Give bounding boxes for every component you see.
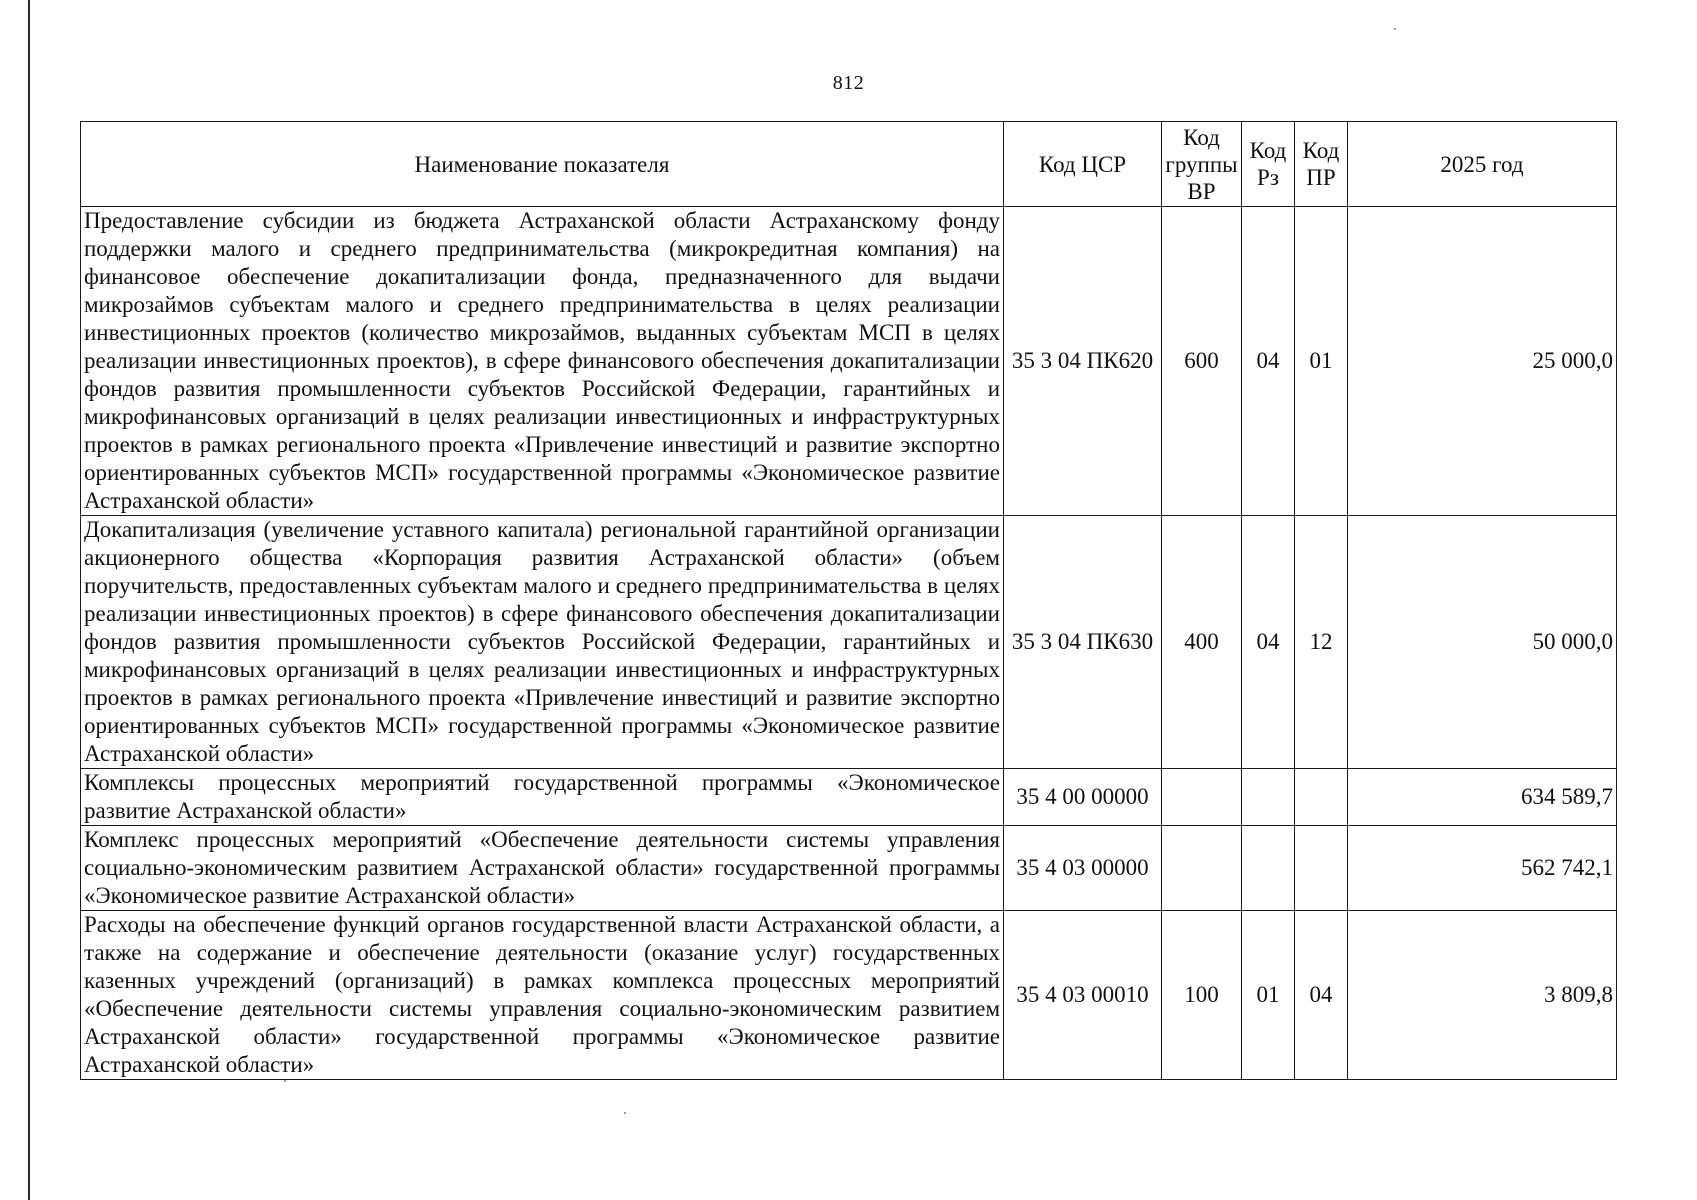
row-csr-code: 35 4 03 00000 [1004,826,1162,911]
table-header-row [81,122,1617,207]
scan-speck [624,1112,626,1114]
table-row [81,826,1617,911]
row-rz-code: 04 [1242,207,1295,516]
row-name: Комплексы процессных мероприятий государственной программы «Экономическое развитие Астраханской области» [81,769,1004,826]
row-amount: 3 809,8 [1348,911,1617,1080]
row-name: Предоставление субсидии из бюджета Астраханской области Астраханскому фонду поддержки малого и среднего предпринимательства (микрокредитная компания) на финансовое обеспечение докапитализации фонда, предназначенного для выдачи микрозаймов субъектам малого и среднего предпринимательства в целях реализации инвестиционных проектов (количество микрозаймов, выданных субъектам МСП в целях реализации инвестиционных проектов), в сфере финансового обеспечения докапитализации фондов развития промышленности субъектов Российской Федерации, гарантийных и микрофинансовых организаций в целях реализации инвестиционных и инфраструктурных проектов в рамках регионального проекта «Привлечение инвестиций и развитие экспортно ориентированных субъектов МСП» государственной программы «Экономическое развитие Астраханской области» [81,207,1004,516]
header-vr: Код группы ВР [1162,122,1242,207]
header-year: 2025 год [1348,122,1617,207]
header-name: Наименование показателя [81,122,1004,207]
row-vr-code: 100 [1162,911,1242,1080]
row-pr-code: 04 [1295,911,1348,1080]
row-rz-code: 01 [1242,911,1295,1080]
scan-speck [1394,28,1396,30]
header-csr: Код ЦСР [1004,122,1162,207]
row-vr-code: 600 [1162,207,1242,516]
row-pr-code: 12 [1295,516,1348,769]
row-pr-code: 01 [1295,207,1348,516]
row-csr-code: 35 4 00 00000 [1004,769,1162,826]
row-name: Докапитализация (увеличение уставного капитала) региональной гарантийной организации акционерного общества «Корпорация развития Астраханской области» (объем поручительств, предоставленных субъектам малого и среднего предпринимательства в целях реализации инвестиционных проектов) в сфере финансового обеспечения докапитализации фондов развития промышленности субъектов Российской Федерации, гарантийных и микрофинансовых организаций в целях реализации инвестиционных и инфраструктурных проектов в рамках регионального проекта «Привлечение инвестиций и развитие экспортно ориентированных субъектов МСП» государственной программы «Экономическое развитие Астраханской области» [81,516,1004,769]
row-csr-code: 35 3 04 ПК630 [1004,516,1162,769]
budget-table [80,121,1617,1080]
row-amount: 25 000,0 [1348,207,1617,516]
header-rz: Код Рз [1242,122,1295,207]
row-name: Расходы на обеспечение функций органов государственной власти Астраханской области, а также на содержание и обеспечение деятельности (оказание услуг) государственных казенных учреждений (организаций) в рамках комплекса процессных мероприятий «Обеспечение деятельности системы управления социально-экономическим развитием Астраханской области» государственной программы «Экономическое развитие Астраханской области» [81,911,1004,1080]
table-row [81,769,1617,826]
header-pr: Код ПР [1295,122,1348,207]
row-rz-code [1242,769,1295,826]
table-row [81,516,1617,769]
row-vr-code: 400 [1162,516,1242,769]
row-csr-code: 35 3 04 ПК620 [1004,207,1162,516]
table-row [81,207,1617,516]
page-number: 812 [832,72,865,94]
row-vr-code [1162,769,1242,826]
row-rz-code [1242,826,1295,911]
row-pr-code [1295,826,1348,911]
row-name: Комплекс процессных мероприятий «Обеспечение деятельности системы управления социально-экономическим развитием Астраханской области» государственной программы «Экономическое развитие Астраханской области» [81,826,1004,911]
row-amount: 50 000,0 [1348,516,1617,769]
row-pr-code [1295,769,1348,826]
row-amount: 562 742,1 [1348,826,1617,911]
row-amount: 634 589,7 [1348,769,1617,826]
table-row [81,911,1617,1080]
row-csr-code: 35 4 03 00010 [1004,911,1162,1080]
row-vr-code [1162,826,1242,911]
scan-speck [284,1080,286,1082]
scan-edge-line [28,0,30,1200]
row-rz-code: 04 [1242,516,1295,769]
